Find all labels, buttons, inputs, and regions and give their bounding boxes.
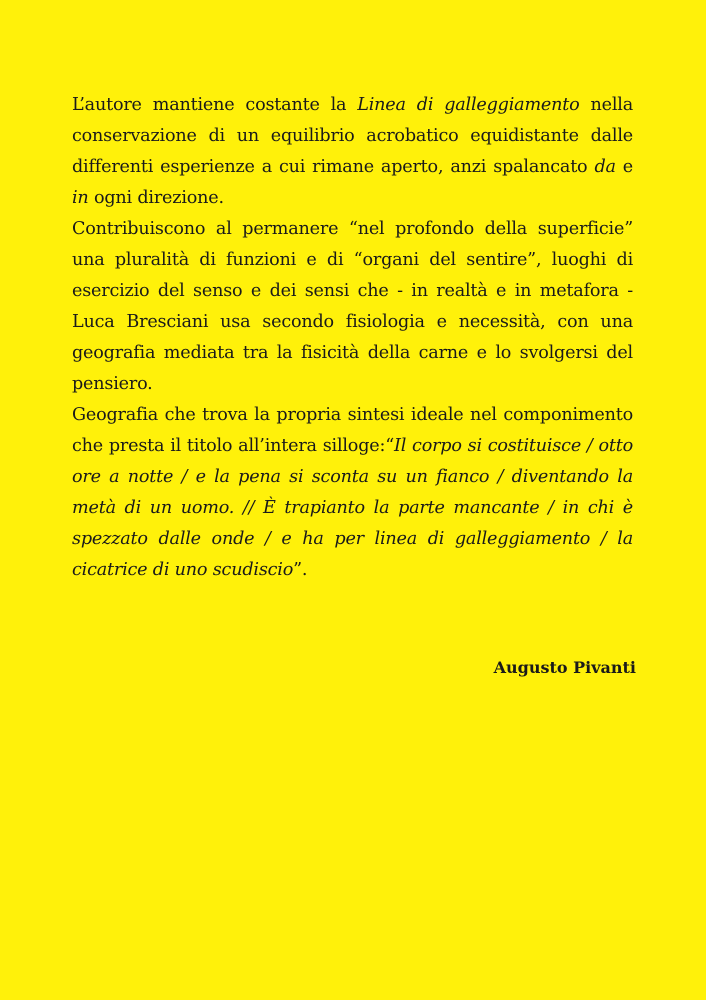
p3-text-b: ”.: [293, 560, 308, 580]
p3-text-a: Geografia che trova la propria sintesi ideale nel componimento che presta il titolo all’intera silloge:“: [72, 405, 633, 456]
p1-italic-in: in: [72, 188, 89, 208]
signature: Augusto Pivanti: [493, 658, 636, 677]
p1-italic-da: da: [594, 157, 616, 177]
p1-text-c: e: [615, 157, 633, 177]
p3-italic-quote: Il corpo si costituisce / otto ore a notte / e la pena si sconta su un fianco / diventando la metà di un uomo. // È trapianto la parte mancante / in chi è spezzato dalle onde / e ha per linea di galleggiamento / la cicatrice di uno scudiscio: [72, 436, 634, 580]
paragraph-3: [72, 400, 633, 586]
paragraph-1: [72, 90, 633, 214]
p1-text-b: nella conservazione di un equilibrio acrobatico equidistante dalle differenti esperienze a cui rimane aperto, anzi spalancato: [72, 95, 633, 177]
p1-text-a: L’autore mantiene costante la: [72, 95, 358, 115]
paragraph-2: Contribuiscono al permanere “nel profondo della superficie” una pluralità di funzioni e di “organi del sentire”, luoghi di esercizio del senso e dei sensi che - in realtà e in metafora - Luca Bresciani usa secondo fisiologia e necessità, con una geografia mediata tra la fisicità della carne e lo svolgersi del pensiero.: [72, 219, 633, 394]
p1-text-d: ogni direzione.: [88, 188, 224, 208]
body-text: [72, 90, 633, 586]
p1-italic-title: Linea di galleggiamento: [357, 95, 580, 115]
